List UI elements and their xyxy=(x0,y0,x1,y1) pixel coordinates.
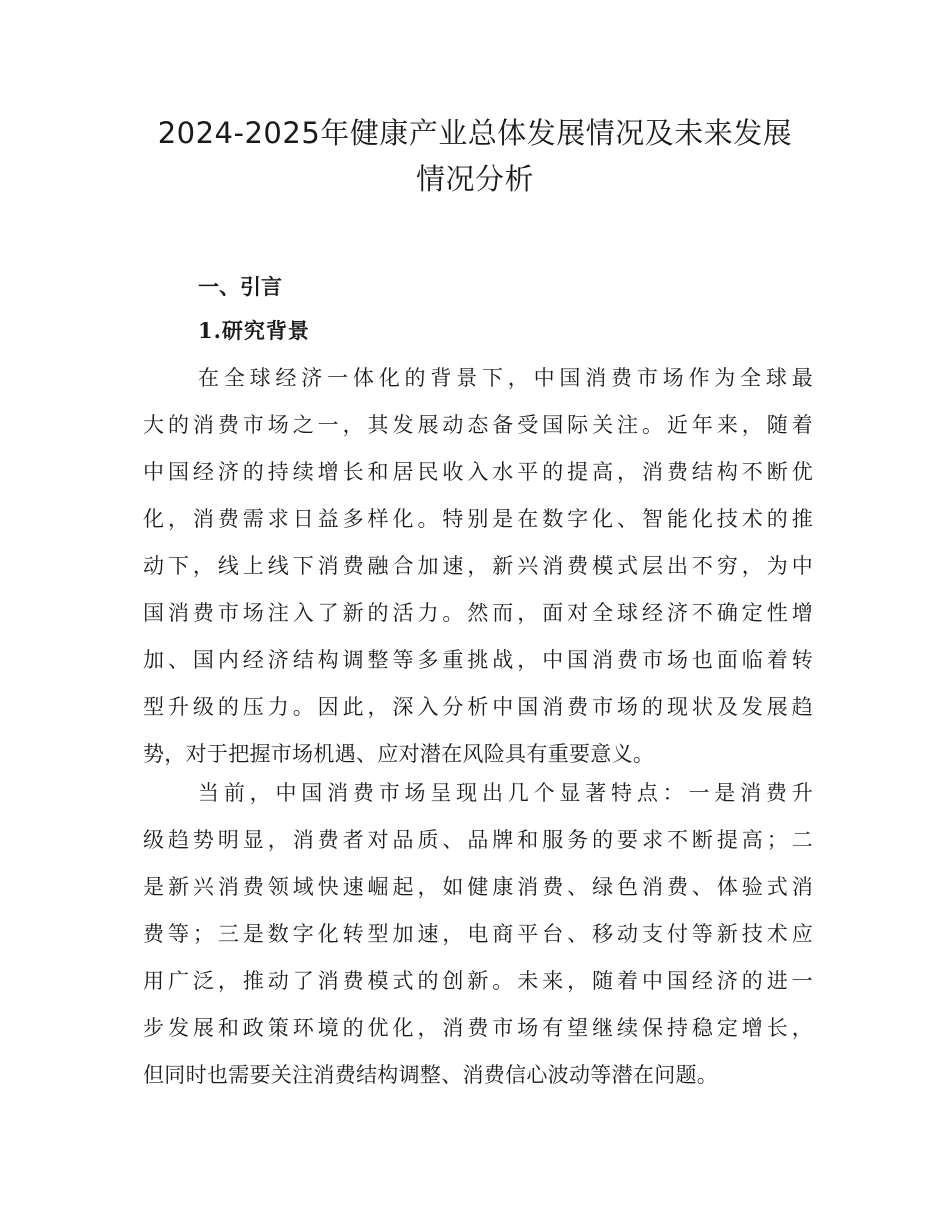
subsection-heading-research-background: 1.研究背景 xyxy=(198,318,310,343)
document-title xyxy=(140,110,810,202)
paragraph-line: 用广泛，推动了消费模式的创新。未来，随着中国经济的进一 xyxy=(143,969,813,993)
paragraph-2 xyxy=(143,770,813,1099)
paragraph-line: 大的消费市场之一，其发展动态备受国际关注。近年来，随着 xyxy=(143,413,813,437)
paragraph-line: 级趋势明显，消费者对品质、品牌和服务的要求不断提高；二 xyxy=(143,828,813,852)
paragraph-line: 动下，线上线下消费融合加速，新兴消费模式层出不穷，为中 xyxy=(143,554,813,578)
paragraph-line: 化，消费需求日益多样化。特别是在数字化、智能化技术的推 xyxy=(143,507,813,531)
paragraph-line: 势，对于把握市场机遇、应对潜在风险具有重要意义。 xyxy=(143,742,655,766)
paragraph-line: 在全球经济一体化的背景下，中国消费市场作为全球最 xyxy=(198,366,813,390)
title-line-1: 2024-2025年健康产业总体发展情况及未来发展 xyxy=(157,116,793,150)
paragraph-line: 当前，中国消费市场呈现出几个显著特点：一是消费升 xyxy=(198,781,813,805)
paragraph-line: 加、国内经济结构调整等多重挑战，中国消费市场也面临着转 xyxy=(143,648,813,672)
paragraph-line: 费等；三是数字化转型加速，电商平台、移动支付等新技术应 xyxy=(143,922,813,946)
paragraph-line: 国消费市场注入了新的活力。然而，面对全球经济不确定性增 xyxy=(143,601,813,625)
title-line-2: 情况分析 xyxy=(415,162,534,196)
paragraph-line: 中国经济的持续增长和居民收入水平的提高，消费结构不断优 xyxy=(143,460,813,484)
paragraph-line: 但同时也需要关注消费结构调整、消费信心波动等潜在问题。 xyxy=(143,1063,719,1087)
paragraph-line: 步发展和政策环境的优化，消费市场有望继续保持稳定增长， xyxy=(143,1016,813,1040)
paragraph-line: 型升级的压力。因此，深入分析中国消费市场的现状及发展趋 xyxy=(143,695,813,719)
paragraph-line: 是新兴消费领域快速崛起，如健康消费、绿色消费、体验式消 xyxy=(143,875,813,899)
section-heading-introduction: 一、引言 xyxy=(198,275,282,299)
paragraph-1 xyxy=(143,355,813,778)
